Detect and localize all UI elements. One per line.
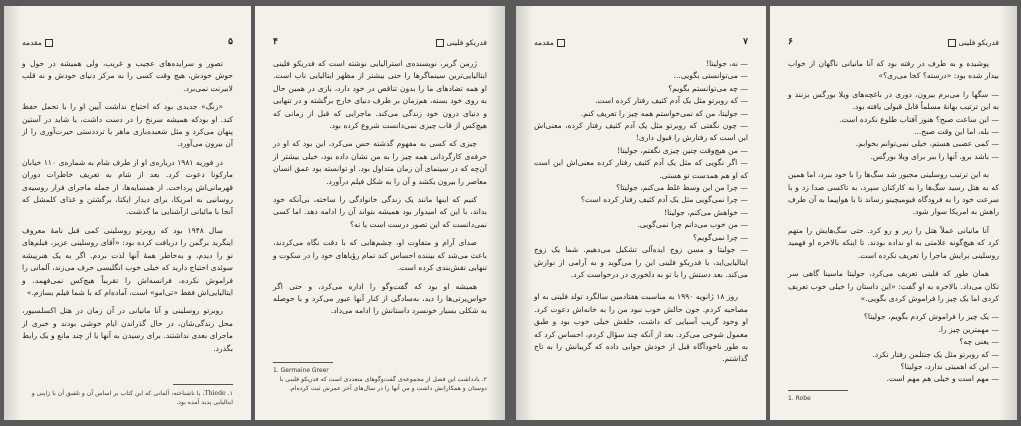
dialogue-line: — بله، اما این وقت صبح...: [914, 127, 999, 137]
paragraph: روز ۱۸ ژانویه ۱۹۹۰ به مناسبت هفتادمین سالگرد تولد فلینی به او مصاحبه کردم. جون حالش خوب نبود من را به خانه‌اش دعوت کرد. او وحود گریب آسیایی که داشت، خلقش خیلی خوب بود و طبق معمول شوخی می‌کرد. بعد از آنکه چند سؤال کردم، احساس کرد که به طور ناخودآگاه قبل از خودش جوابی داده که گریبانش را به تاج گذاشتم.: [534, 292, 748, 364]
header-box-icon: [436, 39, 444, 47]
page-body: [788, 58, 999, 386]
dialogue-line: — چون نگفتی که روبرتو مثل یک آدم کثیف رفتار کرده، معنی‌اش این است که رفتارش را قبول داری!: [534, 121, 748, 143]
dialogue-line: — مهم است و خیلی هم مهم است.: [886, 374, 999, 384]
page-body: [273, 58, 487, 324]
paragraph: به این ترتیب روسلینی مجبور شد سگ‌ها را با خود ببرد، اما همین که به هتل رسید سگ‌ها را به کارکنان سپرد، به تاکسی صدا زد و با سرعت خود را به فرودگاه فیومیچینو رساند تا با هواپیما به آن طرف راهش به امریکا سوار شود.: [788, 170, 999, 217]
paragraph: ژرمن گریر، نویسنده‌ی استرالیایی نوشته است که فدریکو فلینی ایتالیایی‌ترین سینماگرها را حتی بیشتر از مظهر ایتالیایی ناب است. او همه تضادهای ما را بدون تناقص در خود دارد، بازی در همین حال به روی خود بسته، هم‌زمان بر طرف دنیای خارج برگشته و در تنهایی و دنیای درون خود زندگی می‌کند. ماجرایی که قبل از زمانی که هیچ‌کس از قاب چیزی نمی‌دانست شروع کرده بود.: [273, 59, 487, 131]
paragraph: همان طور که فلینی تعریف می‌کرد، جولیتا ماسینا گاهی سر تکان می‌داد. بالاخره به او گفت: «این داستان را خیلی خوب تعریف کردی اما یک چیز را فراموش کردی بگویی.»: [788, 269, 999, 303]
dialogue-line: — چرا نمی‌گویم؟: [693, 232, 748, 242]
footnote-block: [22, 378, 233, 407]
page-header: [788, 36, 999, 48]
dialogue-line: — چرا نمی‌گویی مثل یک آدم کثیف رفتار کرده است؟: [580, 195, 748, 205]
page-5: [4, 6, 251, 420]
dialogue-line: — اگر نگویی که مثل یک آدم کثیف رفتار کرده معنی‌اش این است که او هم همدست تو هستی.: [534, 158, 748, 180]
paragraph: آنا مانیانی عملاً هتل را زیر و رو کرد. حتی سگ‌هایش را متهم کرد که هیچ‌گونه علامتی به او نداده بودند. تا اینکه بالاخره او فهمید روسلینی برایش ماجرا را تعریف نکرده است.: [788, 225, 999, 260]
header-box-icon: [557, 39, 565, 47]
paragraph: چیزی که کسی به مفهوم گذشته حس می‌کرد، این بود که او در حرفه‌ی کارگردانی همه چیز را به من نشان داده بود، خیلی بیشتر از آن‌چه که در سینمای آن زمان متداول بود. او توانسته بود عمق انسان معاصر را بیرون بکشد و آن را به شکل فیلم درآورد.: [273, 139, 487, 186]
paragraph: در فوریه ۱۹۸۱ درباره‌ی او از طرف شام به شماره‌ی ۱۱۰ خیابان مارکونا دعوت کرد. بعد از شام به تعریف خاطرات دوران قهرمانی‌اش پرداخت. از همسایه‌ها، از جمله ماجرای فرار روسیه‌ی روسانیی به امریکا، برای دیدار ایکتا، برگشتن و غذای کلمشل که آنجا با مائیانی ازآشنایی ما گذشت.: [22, 157, 233, 217]
page-header: [534, 36, 748, 48]
footnote-rule: [788, 390, 848, 391]
header-box-icon: [948, 39, 956, 47]
dialogue-line: — باشد برو. آنها را ببر برای ویلا بورگس.: [870, 151, 999, 161]
dialogue-line: — مهمترین چیز را.: [938, 324, 999, 334]
dialogue-line: — چه می‌توانستم بگویم؟: [668, 83, 748, 93]
dialogue-line: — چرا من این وسط غلط می‌کنم، جولیتا؟: [616, 183, 748, 193]
footnote-rule: [273, 362, 333, 363]
page-header: [22, 36, 233, 48]
dialogue-line: — می‌توانستی بگویی...: [673, 71, 748, 81]
page-number: ۵: [228, 37, 233, 47]
paragraph: سال ۱۹۴۸ بود که روبرتو روسلینی کمی قبل نامهٔ معروف اینگرید برگمن را دریافت کرده بود: «آقای روسلینی عزیز، فیلم‌های تو را دیدم، و به‌خاطر همهٔ آنها لذت بردم. اگر به یک هنرپیشه سوئدی احتیاج دارید که خیلی خوب انگلیسی حرف می‌زند، آلمانی را فراموش نکرده، فرانسه‌اش را تقریباً هیچ‌کس نمی‌فهمد، و ایتالیایی‌اش فقط «تی‌امو» است، آماده‌ام که با شما فیلم بسازم.»: [22, 225, 233, 297]
dialogue-line: — این که اهمیتی ندارد، جولیتا؟: [900, 361, 999, 371]
dialogue-line: — یک چیز را فراموش کردم بگویم، جولیتا؟: [863, 312, 999, 322]
paragraph: تصور و سرایده‌های عجیب و غریب، ولی همیشه در حول و حوش خودش، هیچ وقت کسی را به مرکز دنیای خودش و نه قلب لابیرنت نمی‌برد.: [22, 59, 233, 93]
dialogue-line: — جولیتا، من که نمی‌خواستم همه چیز را تعریف کنم.: [580, 108, 748, 118]
paragraph: روبرتو روسلینی و آنا مانیانی در آن زمان در هتل اکسلسیور، محل زندگی‌شان، در حال گذراندن ایام خوشی بودند و خبری از ماجرای بعدی نداشتند. برای رسیدن به آنها یا از چند مانع و یک رابط بگذرد.: [22, 306, 233, 353]
paragraph: همیشه او بود که گفت‌وگو را اداره می‌کرد، و حتی اگر حواس‌پرتی‌ها را دید، به‌سادگی از کنار آنها عبور می‌کرد و با حوصله به شکلی بسیار خونسرد داستانش را ادامه می‌داد.: [273, 281, 487, 316]
dialogue-line: — خواهش می‌کنم، جولیتا!: [664, 207, 748, 217]
dialogue-line: — که روبرتو مثل یک جنتلمن رفتار نکرد.: [872, 349, 999, 359]
dialogue-line: — جولیتا و مسن زوج ایده‌آلی تشکیل می‌دهیم. شما یک زوج ایتالیایی‌اید، با فدریکو فلینی این را می‌گوید و به آرامی از نوازش می‌کند. بعد دستش را با تو به دلخوری در درخواست کرد.: [534, 245, 748, 279]
footnote-latin: 1. Germaine Greer: [273, 367, 329, 374]
footnote-block: [273, 362, 487, 393]
header-title: مقدمه: [534, 38, 568, 47]
header-title: فدریکو فلینی: [945, 38, 999, 47]
dialogue-line: — من هیچ‌وقت چنین چیزی نگفتم، جولیتا!: [617, 145, 748, 155]
footnote-block: [788, 390, 999, 403]
paragraph: کنیم که اینها مانند یک زندگی خانوادگی را ساخته، بی‌آنکه خود بداند، با این که امیدوار بود همیشه بتواند آن را ادامه دهد. اما کسی نمی‌دانست که این تصور درست است یا نه؟: [273, 195, 487, 229]
dialogue-line: — کمی عصبی هستم، خیلی نمی‌توانم بخوابم.: [855, 139, 999, 149]
footnote: ۱. Thiede، یا ناشناخته، آلمانی که این کتاب بر اساس آن و تلفیق آن با ژاپنی و ایتالیایی پدید آمده بود.: [31, 390, 233, 406]
paragraph: پوشیده و به طرف در رفته بود که آنا مانیانی ناگهان از خواب بیدار شده بود: «درسته؟ کجا می‌ری؟»: [788, 59, 999, 81]
page-7: [516, 6, 766, 420]
page-6: [770, 6, 1017, 420]
page-body: [22, 58, 233, 361]
header-title: مقدمه: [22, 38, 56, 47]
gutter-shadow: [999, 6, 1017, 420]
dialogue-line: — این ساعت صبح؟ هنوز آفتاب طلوع نکرده است.: [839, 114, 999, 124]
header-title: فدریکو فلینی: [433, 38, 487, 47]
paragraph: «زنگ» جدیدی بود که احتیاج نداشت آیین او را با تحمل حفظ کند. او بودکه همیشه سرنخ را در دست داشت، یا شاید در آستین پنهان می‌کرد و مثل شعبده‌بازی ماهر با ترددستی حیرت‌آوری را از آن بیرون می‌آورد.: [22, 102, 233, 149]
gutter-shadow: [487, 6, 505, 420]
footnote: ۲. یادداشت این فصل از مجموعه‌ی گفت‌وگوهای متعددی است که فدریکو فلینی با دوستان و همکارانش داشت و من آنها را در سال‌های آخر عمرش ثبت کرده‌ام.: [279, 376, 487, 392]
footnote-rule: [173, 384, 233, 385]
page-number: ۷: [743, 37, 748, 47]
dialogue-line: — یعنی چه؟: [959, 337, 999, 347]
page-body: [534, 58, 748, 372]
paragraph: صدای آرام و متفاوت او، چشم‌هایی که با دقت نگاه می‌کردند، باعث می‌شد که بیننده احساس کند تمام رؤیاهای خود را در سکوت و تنهایی نقش‌بندی کرده است.: [273, 238, 487, 273]
gutter-shadow: [516, 6, 534, 420]
dialogue-line: — من خوب می‌دانم چرا نمی‌گویی.: [637, 220, 748, 230]
footnote-latin: 1. Robe: [788, 395, 811, 402]
dialogue-line: — سگها را می‌برم بیرون، دوری در باغچه‌های ویلا بورگس بزنند و به این ترتیب بهانهٔ مسلماً قابل قبولی یافته بود.: [788, 89, 999, 112]
page-number: ۴: [273, 37, 278, 47]
header-box-icon: [45, 39, 53, 47]
page-header: [273, 36, 487, 48]
page-number: ۶: [788, 37, 793, 47]
page-4: [255, 6, 505, 420]
dialogue-line: — نه، جولیتا!: [706, 59, 748, 68]
gutter-shadow: [4, 6, 22, 420]
dialogue-line: — که روبرتو مثل یک آدم کثیف رفتار کرده است.: [594, 96, 748, 106]
